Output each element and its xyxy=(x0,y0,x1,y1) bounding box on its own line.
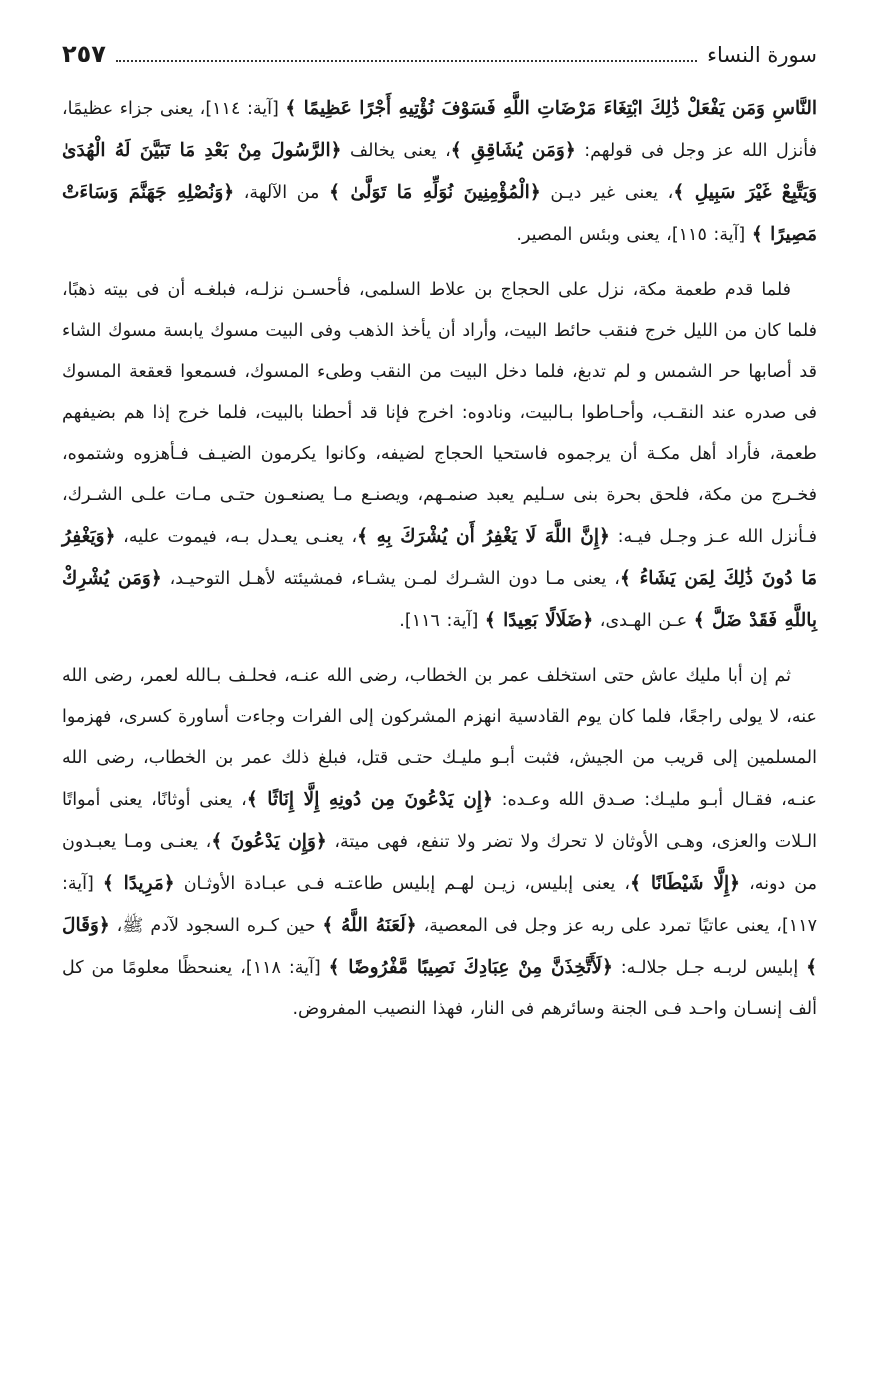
page-number: ٢٥٧ xyxy=(62,40,106,68)
commentary-text: ، يعنى إبليس، زيـن لهـم إبليس طاعتـه فـى عبـادة الأوثـان xyxy=(174,874,631,894)
commentary-text: ، يعنى مـا دون الشـرك لمـن يشـاء، فمشيئته لأهـل التوحيـد، xyxy=(161,569,620,589)
surah-title: سورة النساء xyxy=(707,43,817,67)
page-body xyxy=(62,88,817,1325)
commentary-text: ، يعنى غير ديـن xyxy=(540,183,674,203)
quran-verse: ﴿ضَلَالًا بَعِيدًا ﴾ xyxy=(484,610,594,631)
commentary-text: من الآلهة، xyxy=(234,183,330,203)
running-header xyxy=(62,40,817,70)
quran-verse: ﴿إِن يَدْعُونَ مِن دُونِهِ إِلَّا إِنَاثًا ﴾ xyxy=(246,789,493,810)
quran-verse: ﴿إِنَّ اللَّهَ لَا يَغْفِرُ أَن يُشْرَكَ بِهِ ﴾ xyxy=(357,526,610,547)
commentary-text: [آية: ١١٤]، يعنى جزاء عظيمًا، فأنزل الله عز وجل فى قولهم: xyxy=(62,99,817,161)
paragraph xyxy=(62,656,817,1030)
quran-verse: ﴿وَيَغْفِرُ مَا دُونَ ذَٰلِكَ لِمَن يَشَاءُ ﴾ xyxy=(62,526,817,589)
commentary-text: ثم إن أبا مليك عاش حتى استخلف عمر بن الخطاب، رضى الله عنـه، فحلـف بـالله لعمر، رضى الله عنه، لا يولى راجعًا، فلما كان يوم القادسية انهزم المشركون إلى الفرات وجاءت أساورة كسرى، فهزموا المسلمين إلى قريب من الجيش، فثبت أبـو مليـك حتـى قتل، فبلغ ذلك عمر بن الخطاب، رضى الله عنـه، فقـال أبـو مليـك: صـدق الله وعـده: xyxy=(62,666,817,810)
commentary-text: ، يعنـى ومـا يعبـدون من دونه، xyxy=(62,832,817,894)
commentary-text: حين كـره السجود لآدم ﷺ، xyxy=(109,916,323,936)
quran-verse: ﴿الْمُؤْمِنِينَ نُوَلِّهِ مَا تَوَلَّىٰ ﴾ xyxy=(329,182,541,203)
commentary-text: [آية: ١١٨]، يعنىحظًا معلومًا من كل ألف إنسـان واحـد فـى الجنة وسائرهم فى النار، فهذا النصيب المفروض. xyxy=(62,958,817,1019)
quran-verse: ﴿الرَّسُولَ مِنْ بَعْدِ مَا تَبَيَّنَ لَهُ الْهُدَىٰ وَيَتَّبِعْ غَيْرَ سَبِيلِ ﴾ xyxy=(62,140,818,203)
commentary-text: فلما قدم طعمة مكة، نزل على الحجاج بن علاط السلمى، فأحسـن نزلـه، فبلغـه أن فى بيته ذهبًا، فلما كان من الليل خرج فنقب حائط البيت، وأراد أن يأخذ الذهب وفى البيت مسوك يابسة مسوك الشاء قد أصابها حر الشمس و لم تدبغ، فلما دخل البيت من النقب وطىء المسوك، فسمعوا قعقعة المسوك فى صدره عند النقـب، وأحـاطوا بـالبيت، ونادوه: اخرج فإنا قد أحطنا بالبيت، فلما خرج إذا هم بضيفهم طعمة، فأراد أهل مكـة أن يرجموه فاستحيا الحجاج لضيفه، وكانوا يكرمون الضيـف فـأهزوه وشتموه، فخـرج من مكة، فلحق بحرة بنى سـليم يعبد صنمـهم، ويصنـع مـا يصنعـون حتـى مـات علـى الشـرك، فـأنزل الله عـز وجـل فيـه: xyxy=(62,280,817,547)
quran-verse: ﴿وَمَن يُشْرِكْ بِاللَّهِ فَقَدْ ضَلَّ ﴾ xyxy=(62,568,817,631)
commentary-text: [آية: ١١٧]، يعنى عاتيًا تمرد على ربه عز وجل فى المعصية، xyxy=(62,874,817,936)
header-dotted-leader xyxy=(116,59,697,62)
quran-verse: ﴿إِلَّا شَيْطَانًا ﴾ xyxy=(630,873,741,894)
commentary-text: عـن الهـدى، xyxy=(593,611,694,631)
quran-verse: ﴿وَنُصْلِهِ جَهَنَّمَ وَسَاءَتْ مَصِيرًا ﴾ xyxy=(62,182,817,245)
quran-verse: ﴿وَإِن يَدْعُونَ ﴾ xyxy=(211,831,327,852)
commentary-text: ، يعنى أوثانًا، يعنى أمواتًا الـلات والعزى، وهـى الأوثان لا تحرك ولا تضر ولا تنفع، فهى ميتة، xyxy=(62,790,818,852)
commentary-text: إبليس لربـه جـل جلالـه: xyxy=(612,958,807,978)
commentary-text: ، يعنى يخالف xyxy=(341,141,451,161)
commentary-text: ، يعنـى يعـدل بـه، فيموت عليه، xyxy=(115,527,358,547)
commentary-text: [آية: ١١٥]، يعنى وبئس المصير. xyxy=(516,225,752,245)
quran-verse: ﴿لَأَتَّخِذَنَّ مِنْ عِبَادِكَ نَصِيبًا مَّفْرُوضًا ﴾ xyxy=(328,957,613,978)
quran-verse: ﴿لَعَنَهُ اللَّهُ ﴾ xyxy=(322,915,417,936)
quran-verse: ﴿وَقَالَ ﴾ xyxy=(62,915,818,978)
commentary-text: [آية: ١١٦]. xyxy=(399,611,485,631)
quran-verse: ﴿وَمَن يُشَاقِقِ ﴾ xyxy=(450,140,576,161)
quran-verse: ﴿مَرِيدًا ﴾ xyxy=(102,873,175,894)
paragraph xyxy=(62,88,817,256)
quran-verse: النَّاسِ وَمَن يَفْعَلْ ذَٰلِكَ ابْتِغَاءَ مَرْضَاتِ اللَّهِ فَسَوْفَ نُؤْتِيهِ أَجْرًا عَظِيمًا ﴾ xyxy=(285,98,818,119)
paragraph xyxy=(62,270,817,642)
